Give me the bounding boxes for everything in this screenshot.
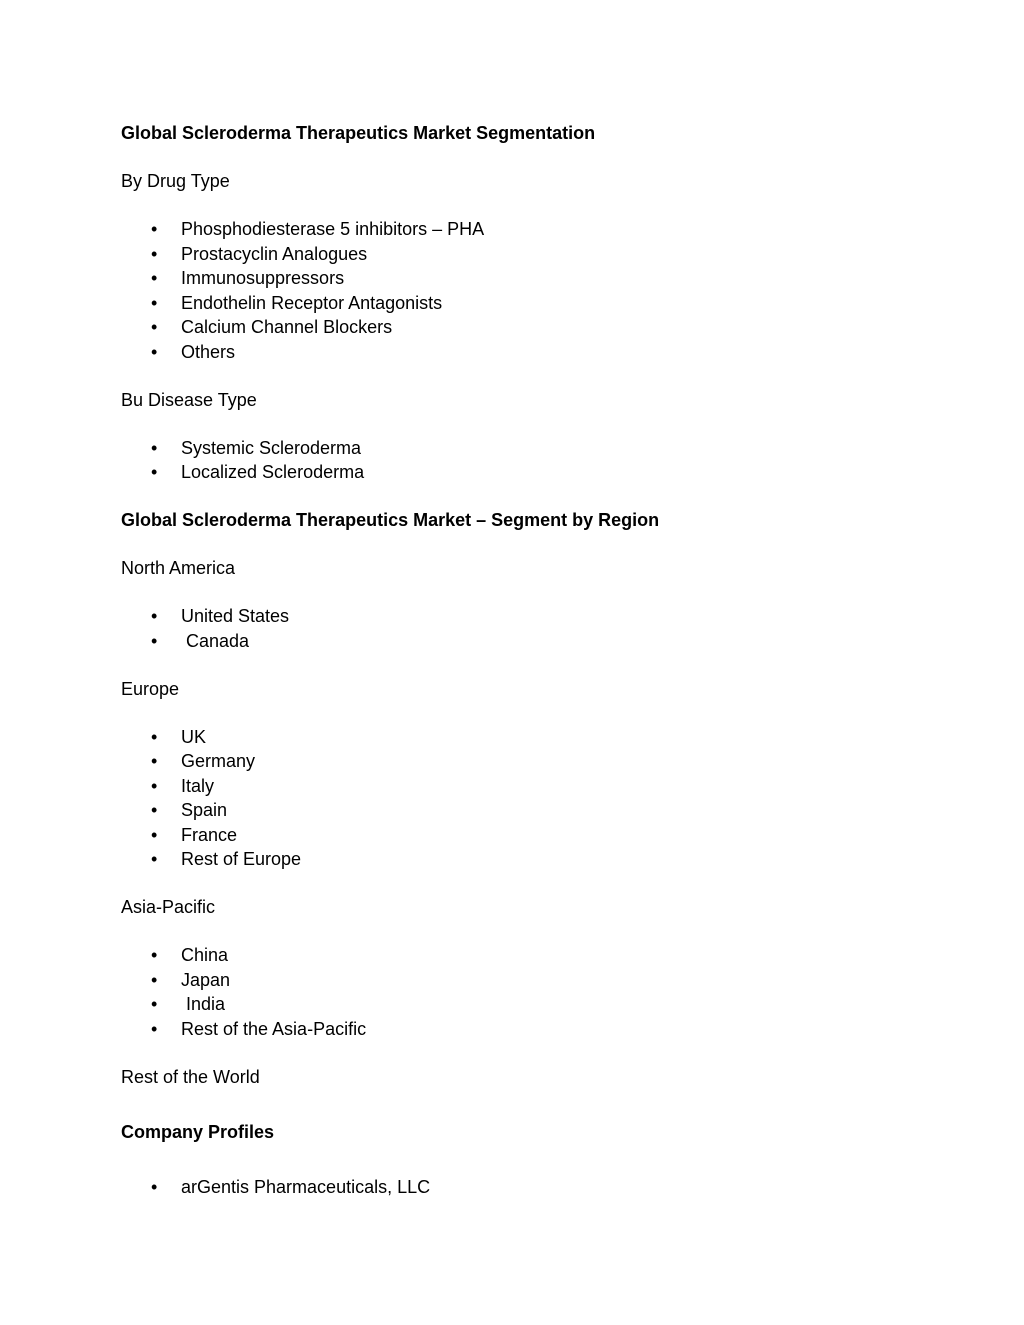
list-item: • France <box>151 825 238 845</box>
list-item: • Germany <box>151 751 256 771</box>
bullet-icon: • <box>151 825 158 845</box>
section-heading-segmentation: Global Scleroderma Therapeutics Market Segmentation <box>121 123 596 143</box>
bullet-icon: • <box>151 342 158 362</box>
list-item: • Phosphodiesterase 5 inhibitors – PHA <box>151 219 485 239</box>
list-item: • Localized Scleroderma <box>151 462 365 482</box>
bullet-icon: • <box>151 727 158 747</box>
bullet-icon: • <box>151 438 158 458</box>
list-item: • China <box>151 945 229 965</box>
bullet-icon: • <box>151 462 158 482</box>
bullet-icon: • <box>151 268 158 288</box>
group-label-europe: Europe <box>121 679 180 699</box>
bullet-icon: • <box>151 994 158 1014</box>
list-item: • Others <box>151 342 236 362</box>
group-label-disease-type: Bu Disease Type <box>121 390 257 410</box>
list-item: • India <box>151 994 226 1014</box>
section-heading-company-profiles: Company Profiles <box>121 1122 275 1142</box>
bullet-icon: • <box>151 317 158 337</box>
list-item: • Systemic Scleroderma <box>151 438 362 458</box>
bullet-icon: • <box>151 606 158 626</box>
bullet-icon: • <box>151 293 158 313</box>
list-item: • UK <box>151 727 207 747</box>
bullet-icon: • <box>151 751 158 771</box>
bullet-icon: • <box>151 631 158 651</box>
list-item: • arGentis Pharmaceuticals, LLC <box>151 1177 431 1197</box>
list-item: • Japan <box>151 970 231 990</box>
list-item: • Spain <box>151 800 228 820</box>
list-item: • Prostacyclin Analogues <box>151 244 368 264</box>
section-heading-region: Global Scleroderma Therapeutics Market – Segment by Region <box>121 510 660 530</box>
bullet-icon: • <box>151 970 158 990</box>
bullet-icon: • <box>151 1177 158 1197</box>
bullet-icon: • <box>151 244 158 264</box>
group-label-rest-of-world: Rest of the World <box>121 1067 260 1087</box>
bullet-icon: • <box>151 945 158 965</box>
list-item: • Rest of Europe <box>151 849 302 869</box>
bullet-icon: • <box>151 1019 158 1039</box>
list-item: • Endothelin Receptor Antagonists <box>151 293 443 313</box>
group-label-drug-type: By Drug Type <box>121 171 230 191</box>
bullet-icon: • <box>151 776 158 796</box>
list-item: • Rest of the Asia-Pacific <box>151 1019 367 1039</box>
list-item: • Canada <box>151 631 250 651</box>
list-item: • Calcium Channel Blockers <box>151 317 393 337</box>
list-item: • Immunosuppressors <box>151 268 345 288</box>
group-label-north-america: North America <box>121 558 236 578</box>
bullet-icon: • <box>151 219 158 239</box>
group-label-asia-pacific: Asia-Pacific <box>121 897 216 917</box>
list-item: • United States <box>151 606 290 626</box>
bullet-icon: • <box>151 800 158 820</box>
bullet-icon: • <box>151 849 158 869</box>
list-item: • Italy <box>151 776 215 796</box>
